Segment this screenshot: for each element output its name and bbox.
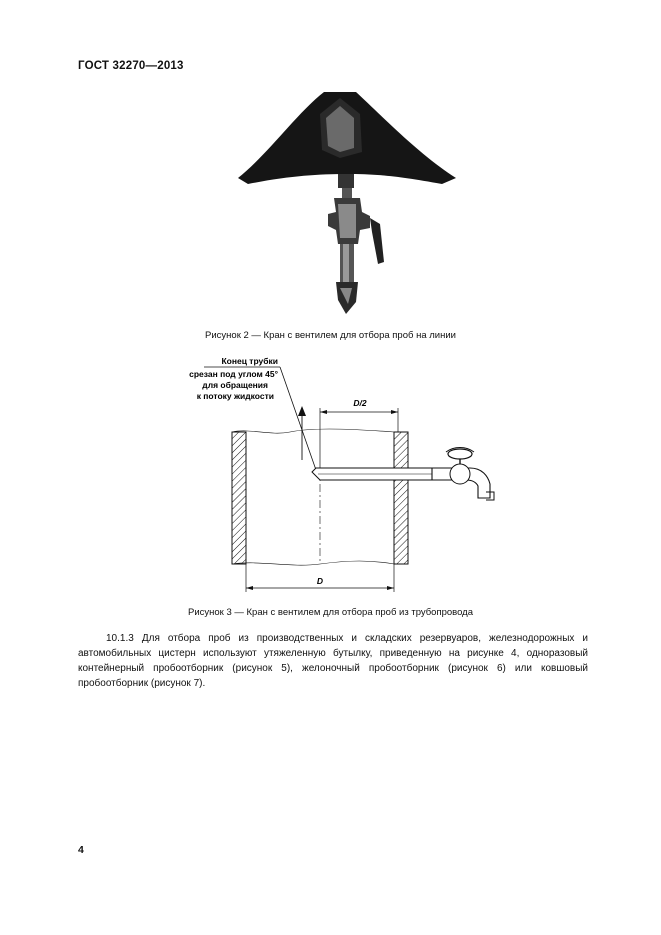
- dimension-d-half: D/2: [353, 398, 367, 408]
- dimension-d: D: [316, 576, 324, 586]
- callout-line-1: Конец трубки: [221, 356, 278, 366]
- callout-line-2: срезан под углом 45°: [189, 369, 278, 379]
- figure-3-drawing: [170, 352, 520, 597]
- document-header: ГОСТ 32270—2013: [78, 60, 184, 72]
- page-number: 4: [78, 844, 84, 856]
- callout-line-3: для обращения: [202, 380, 268, 390]
- figure-2-caption: Рисунок 2 — Кран с вентилем для отбора проб на линии: [205, 330, 456, 341]
- body-paragraph: 10.1.3 Для отбора проб из производственных и складских резервуаров, железнодорожных и автомобильных цистерн используют утяжеленную бутылку, приведенную на рисунке 4, одноразовый контейнерный пробоотборник (рисунок 5), желоночный пробоотборник (рисунок 6) или ковшовый пробоотборник (рисунок 7).: [78, 633, 588, 689]
- figure-3-caption: Рисунок 3 — Кран с вентилем для отбора проб из трубопровода: [187, 607, 473, 618]
- figure-2-photo: [228, 92, 464, 316]
- callout-line-4: к потоку жидкости: [196, 391, 274, 401]
